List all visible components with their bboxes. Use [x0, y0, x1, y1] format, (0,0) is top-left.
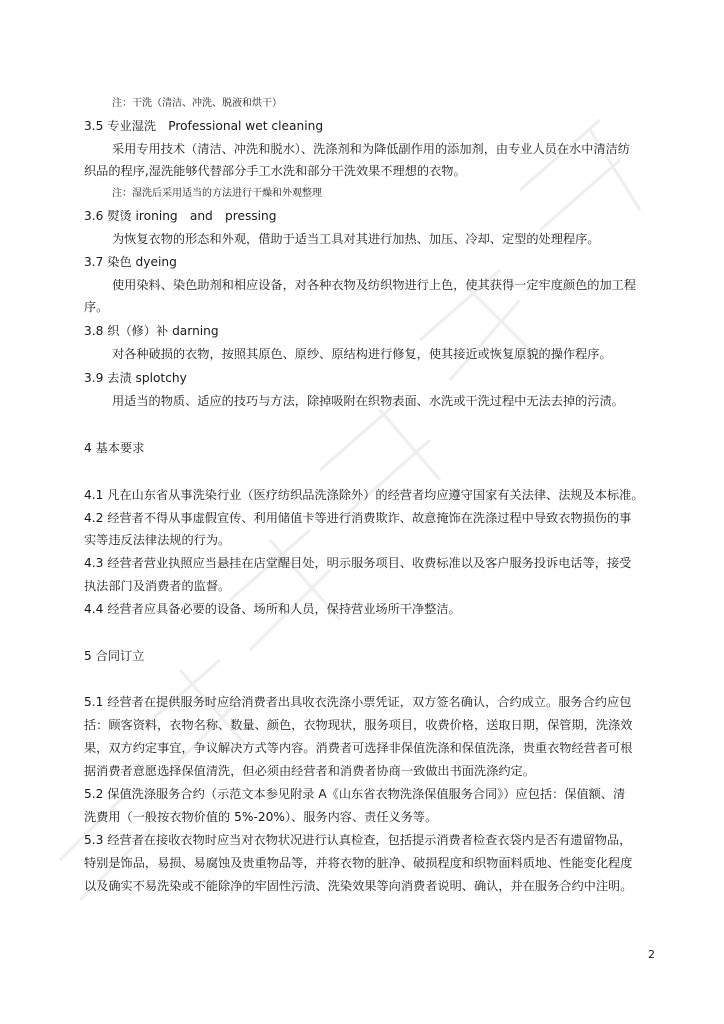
section-heading: 3.9 去渍 splotchy	[84, 371, 187, 385]
body-line: 实等违反法律法规的行为。	[84, 533, 231, 547]
body-line: 5.3 经营者在接收衣物时应当对衣物状况进行认真检查，包括提示消费者检查衣袋内是否有遗留物品，	[84, 833, 632, 847]
body-line: 特别是饰品，易损、易腐蚀及贵重物品等，并将衣物的脏净、破损程度和织物面料质地、性能变化程度	[84, 856, 633, 870]
body-line: 括：顾客资料，衣物名称、数量、颜色，衣物现状，服务项目，收费价格，送取日期，保管期，洗涤效	[84, 718, 633, 732]
section-heading: 3.6 熨烫 ironing and pressing	[84, 209, 277, 223]
body-line: 4.2 经营者不得从事虚假宣传、利用储值卡等进行消费欺诈、故意掩饰在洗涤过程中导致衣物损伤的事	[84, 511, 632, 525]
body-line: 对各种破损的衣物，按照其原色、原纱、原结构进行修复，使其接近或恢复原貌的操作程序。	[112, 347, 612, 361]
body-line: 执法部门及消费者的监督。	[84, 579, 231, 593]
section-heading: 3.7 染色 dyeing	[84, 255, 177, 269]
body-line: 4.1 凡在山东省从事洗染行业（医疗纺织品洗涤除外）的经营者均应遵守国家有关法律、法规及本标准。	[84, 488, 644, 502]
body-line: 以及确实不易洗染或不能除净的牢固性污渍、洗染效果等向消费者说明、确认，并在服务合约中注明。	[84, 879, 633, 893]
body-line: 洗费用（一般按衣物价值的 5%-20%）、服务内容、责任义务等。	[84, 810, 438, 824]
body-line: 为恢复衣物的形态和外观，借助于适当工具对其进行加热、加压、冷却、定型的处理程序。	[112, 232, 600, 246]
body-line: 5.2 保值洗涤服务合约（示范文本参见附录 A《山东省衣物洗涤保值服务合同》）应包括：保值额、清	[84, 787, 626, 801]
body-line: 织品的程序,湿洗能够代替部分手工水洗和部分干洗效果不理想的衣物。	[84, 164, 466, 178]
chapter-heading: 5 合同订立	[84, 649, 145, 663]
section-heading: 3.8 织（修）补 darning	[84, 324, 219, 338]
page-number: 2	[648, 948, 655, 961]
body-line: 5.1 经营者在提供服务时应给消费者出具收衣洗涤小票凭证，双方签名确认，合约成立。服务合约应包	[84, 695, 632, 709]
body-line: 采用专用技术（清洁、冲洗和脱水）、洗涤剂和为降低副作用的添加剂，由专业人员在水中清洁纺	[112, 142, 630, 156]
body-line: 4.4 经营者应具备必要的设备、场所和人员，保持营业场所干净整洁。	[84, 602, 461, 616]
body-line: 据消费者意愿选择保值清洗，但必须由经营者和消费者协商一致做出书面洗涤约定。	[84, 764, 535, 778]
section-heading: 3.5 专业湿洗 Professional wet cleaning	[84, 119, 324, 133]
body-line: 使用染料、染色助剂和相应设备，对各种衣物及纺织物进行上色，使其获得一定牢度颜色的加工程	[112, 278, 637, 292]
body-line: 用适当的物质、适应的技巧与方法，除掉吸附在织物表面、水洗或干洗过程中无法去掉的污渍。	[112, 394, 624, 408]
chapter-heading: 4 基本要求	[84, 441, 145, 455]
note-line: 注：湿洗后采用适当的方法进行干燥和外观整理	[112, 188, 322, 199]
body-line: 4.3 经营者营业执照应当悬挂在店堂醒目处，明示服务项目、收费标准以及客户服务投诉电话等，接受	[84, 556, 632, 570]
body-line: 序。	[84, 300, 109, 314]
body-line: 果，双方约定事宜，争议解决方式等内容。消费者可选择非保值洗涤和保值洗涤，贵重衣物经营者可根	[84, 741, 633, 755]
note-line: 注：干洗（清洁、冲洗、脱液和烘干）	[112, 98, 282, 109]
